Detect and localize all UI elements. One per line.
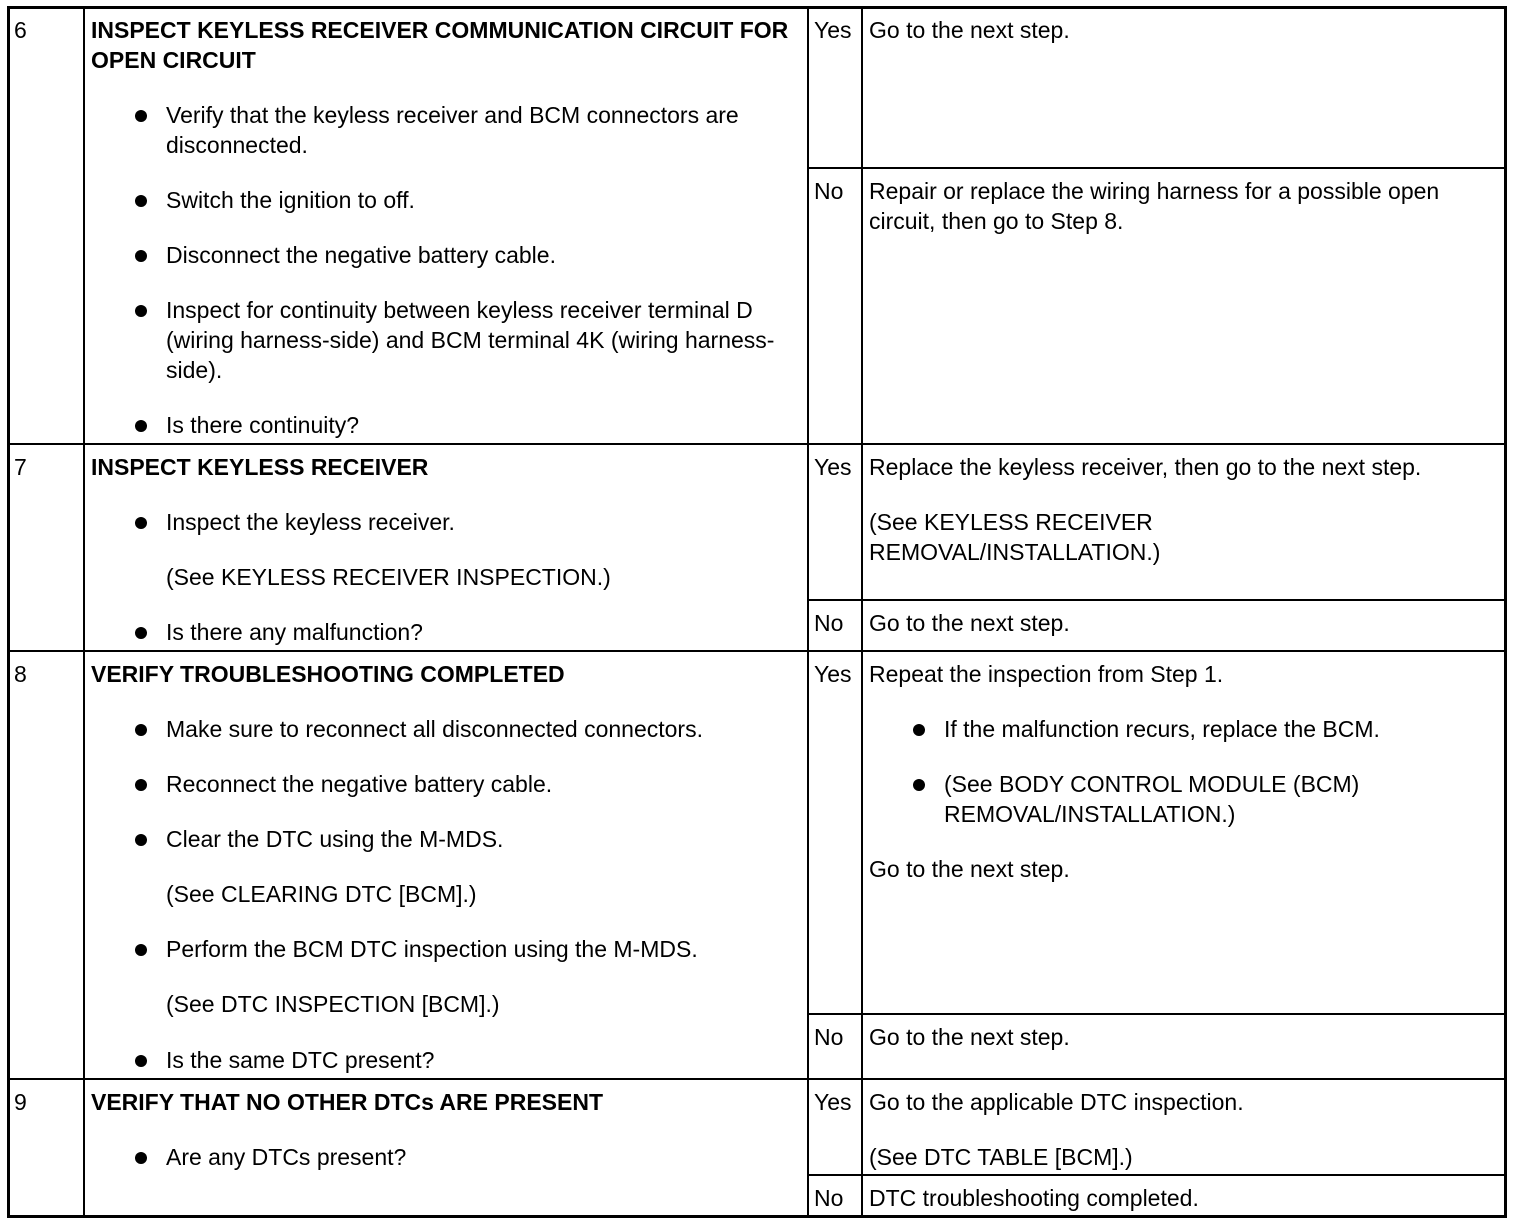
check-item: Is there any malfunction?: [166, 617, 796, 647]
column-divider: [861, 9, 863, 1215]
check-item: Clear the DTC using the M-MDS.: [166, 824, 796, 854]
step-title: INSPECT KEYLESS RECEIVER: [91, 454, 429, 480]
check-item: Inspect for continuity between keyless receiver terminal D (wiring harness-side) and BCM terminal 4K (wiring harness-side).: [166, 297, 775, 383]
step-number: 7: [14, 454, 27, 480]
no-label: No: [814, 1024, 844, 1050]
yes-reference: (See DTC TABLE [BCM].): [869, 1144, 1133, 1170]
check-item: Verify that the keyless receiver and BCM connectors are disconnected.: [166, 100, 796, 160]
step-number: 8: [14, 661, 27, 687]
yes-label: Yes: [814, 1089, 852, 1115]
no-result: DTC troubleshooting completed.: [869, 1185, 1199, 1211]
yes-label: Yes: [814, 454, 852, 480]
yes-label: Yes: [814, 661, 852, 687]
no-result: Go to the next step.: [869, 610, 1070, 636]
reference-note: (See KEYLESS RECEIVER INSPECTION.): [166, 564, 611, 590]
yes-result: Repeat the inspection from Step 1.: [869, 661, 1224, 687]
yes-no-divider: [807, 1013, 1504, 1015]
yes-result: Go to the applicable DTC inspection.: [869, 1089, 1244, 1115]
yes-check-item: If the malfunction recurs, replace the BCM.: [944, 714, 1504, 744]
check-item: Switch the ignition to off.: [166, 185, 796, 215]
no-result: Repair or replace the wiring harness for a possible open circuit, then go to Step 8.: [869, 178, 1440, 234]
check-item: Are any DTCs present?: [166, 1142, 796, 1172]
step-number: 6: [14, 17, 27, 43]
check-item: Disconnect the negative battery cable.: [166, 240, 796, 270]
yes-no-divider: [807, 599, 1504, 601]
row-divider: [10, 443, 1504, 445]
yes-label: Yes: [814, 17, 852, 43]
step-number: 9: [14, 1089, 27, 1115]
check-item: Is there continuity?: [166, 410, 796, 440]
yes-result: Replace the keyless receiver, then go to the next step.: [869, 454, 1422, 480]
yes-no-divider: [807, 167, 1504, 169]
step-title: VERIFY TROUBLESHOOTING COMPLETED: [91, 661, 565, 687]
row-divider: [10, 650, 1504, 652]
step-title: VERIFY THAT NO OTHER DTCs ARE PRESENT: [91, 1089, 604, 1115]
row-divider: [10, 1078, 1504, 1080]
check-item: Inspect the keyless receiver.: [166, 507, 796, 537]
reference-note: (See CLEARING DTC [BCM].): [166, 881, 477, 907]
column-divider: [83, 9, 85, 1215]
reference-note: (See DTC INSPECTION [BCM].): [166, 991, 500, 1017]
yes-reference: (See BODY CONTROL MODULE (BCM) REMOVAL/INSTALLATION.): [944, 769, 1414, 829]
yes-followup: Go to the next step.: [869, 856, 1070, 882]
check-item: Is the same DTC present?: [166, 1045, 796, 1075]
no-result: Go to the next step.: [869, 1024, 1070, 1050]
no-label: No: [814, 1185, 844, 1211]
troubleshooting-table: [7, 6, 1507, 1218]
check-item: Perform the BCM DTC inspection using the M-MDS.: [166, 934, 796, 964]
yes-result: Go to the next step.: [869, 17, 1070, 43]
yes-reference: (See KEYLESS RECEIVER REMOVAL/INSTALLATION.): [869, 509, 1161, 565]
column-divider: [807, 9, 809, 1215]
check-item: Make sure to reconnect all disconnected connectors.: [166, 714, 796, 744]
yes-no-divider: [807, 1174, 1504, 1176]
no-label: No: [814, 178, 844, 204]
check-item: Reconnect the negative battery cable.: [166, 769, 796, 799]
step-title: INSPECT KEYLESS RECEIVER COMMUNICATION CIRCUIT FOR OPEN CIRCUIT: [91, 17, 789, 73]
no-label: No: [814, 610, 844, 636]
